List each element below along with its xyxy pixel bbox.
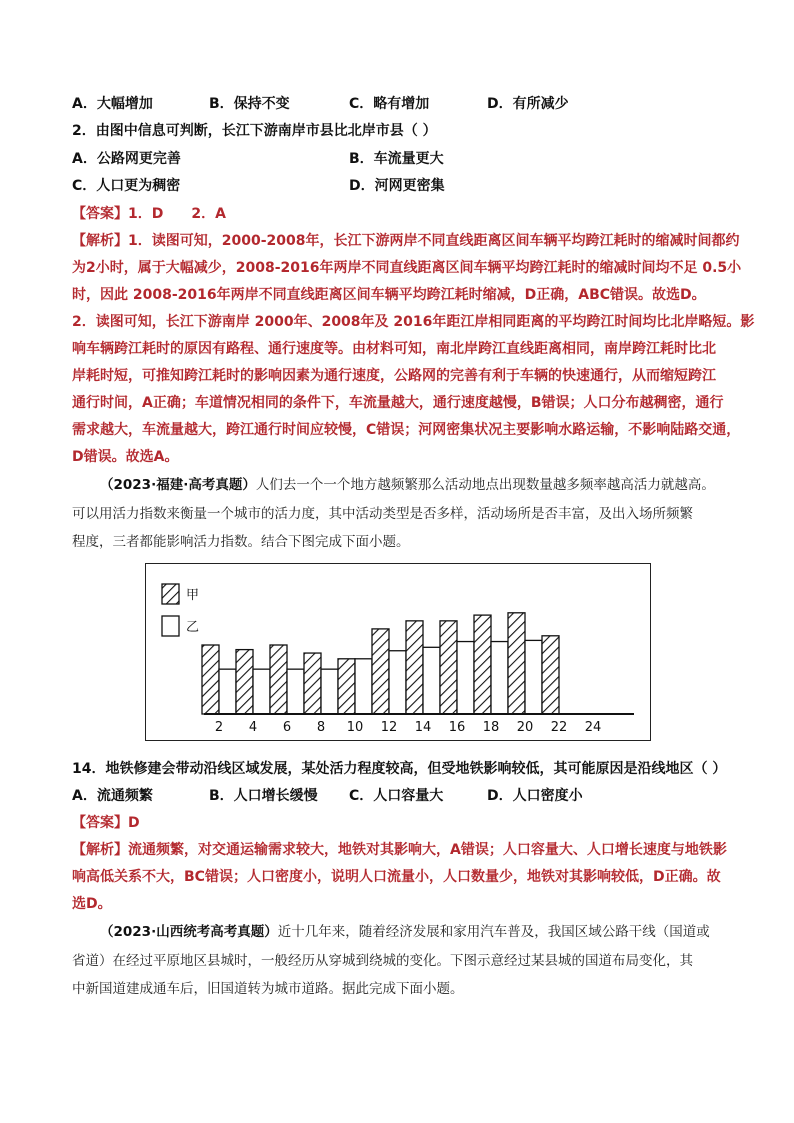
legend-swatch-yi [162, 616, 179, 636]
bar-yi [321, 669, 338, 714]
analysis-text: 流通频繁，对交通运输需求较大，地铁对其影响大，A错误；人口容量大、人口增长速度与地铁影 [128, 842, 727, 858]
option-a: A．大幅增加 [72, 96, 153, 112]
answer-label: 【答案】 [72, 815, 128, 831]
bar-yi [389, 651, 406, 714]
passage-text: 近十几年来，随着经济发展和家用汽车普及，我国区域公路干线（国道或 [277, 924, 710, 940]
option-d: D．有所减少 [487, 96, 569, 112]
legend-swatch-jia [162, 584, 179, 604]
x-tick-label: 2 [214, 720, 224, 735]
bar-jia [270, 645, 287, 714]
bar-jia [372, 629, 389, 714]
bar-yi [525, 640, 542, 714]
x-tick-label: 20 [516, 720, 534, 735]
analysis-1-line-1 [72, 231, 739, 251]
bar-yi [219, 669, 236, 714]
analysis-1-line-4: 2．读图可知，长江下游南岸 2000年、2008年及 2016年距江岸相同距离的平均跨江时间均比北岸略短。影 [72, 314, 755, 330]
bar-yi [253, 669, 270, 714]
answer-block-2 [72, 813, 140, 833]
analysis-1-line-2: 为2小时，属于大幅减少，2008-2016年两岸不同直线距离区间车辆平均跨江耗时的缩减时间均不足 0.5小 [72, 260, 742, 276]
q14-option-b: B．人口增长缓慢 [209, 788, 318, 804]
option-c: C．略有增加 [349, 96, 430, 112]
analysis-1-line-6: 岸耗时短，可推知跨江耗时的影响因素为通行速度，公路网的完善有利于车辆的快速通行，从而缩短跨江 [72, 368, 716, 384]
passage-2-line-3: 中新国道建成通车后，旧国道转为城市道路。据此完成下面小题。 [72, 981, 464, 997]
chart-legend [162, 584, 199, 636]
passage-source: （2023·福建·高考真题） [100, 477, 256, 493]
bar-yi [457, 642, 474, 714]
legend-label: 乙 [186, 620, 200, 635]
bar-jia [474, 615, 491, 714]
passage-2-line-1 [100, 922, 710, 942]
q2-option-a: A．公路网更完善 [72, 151, 181, 167]
answer-block-1 [72, 204, 226, 224]
x-tick-label: 10 [346, 720, 364, 735]
legend-label: 甲 [186, 588, 200, 603]
x-tick-label: 24 [584, 720, 602, 735]
analysis-label: 【解析】 [72, 233, 128, 249]
analysis-text: 1．读图可知，2000-2008年，长江下游两岸不同直线距离区间车辆平均跨江耗时的缩减时间都约 [128, 233, 740, 249]
q14-option-c: C．人口容量大 [349, 788, 444, 804]
analysis-2-line-2: 响高低关系不大，BC错误；人口密度小，说明人口流量小，人口数量少，地铁对其影响较低，D正确。故 [72, 869, 721, 885]
option-b: B．保持不变 [209, 96, 290, 112]
bar-jia [202, 645, 219, 714]
answer-text: 1．D 2．A [128, 206, 226, 222]
analysis-1-line-5: 响车辆跨江耗时的原因有路程、通行速度等。由材料可知，南北岸跨江直线距离相同，南岸跨江耗时比北 [72, 341, 716, 357]
x-tick-label: 12 [380, 720, 398, 735]
x-tick-label: 16 [448, 720, 466, 735]
chart-frame [145, 563, 651, 741]
answer-label: 【答案】 [72, 206, 128, 222]
bar-jia [338, 659, 355, 714]
q2-option-c: C．人口更为稠密 [72, 178, 181, 194]
x-tick-label: 18 [482, 720, 500, 735]
bar-jia [406, 621, 423, 714]
analysis-2-line-3: 选D。 [72, 896, 112, 912]
analysis-1-line-3: 时，因此 2008-2016年两岸不同直线距离区间车辆平均跨江耗时缩减，D正确，ABC错误。故选D。 [72, 287, 706, 303]
passage-source: （2023·山西统考高考真题） [100, 924, 278, 940]
bar-yi [287, 669, 304, 714]
bar-yi [355, 659, 372, 714]
x-tick-label: 14 [414, 720, 432, 735]
bar-chart [146, 564, 649, 739]
q14-option-a: A．流通频繁 [72, 788, 153, 804]
answer-text: D [128, 815, 140, 831]
passage-1-line-3: 程度，三者都能影响活力指数。结合下图完成下面小题。 [72, 534, 410, 550]
x-tick-label: 22 [550, 720, 568, 735]
q14-option-d: D．人口密度小 [487, 788, 583, 804]
analysis-1-line-8: 需求越大，车流量越大，跨江通行时间应较慢，C错误；河网密集状况主要影响水路运输，不影响陆路交通， [72, 422, 741, 438]
x-tick-label: 4 [248, 720, 258, 735]
chart-bars [202, 613, 559, 714]
x-tick-label: 6 [282, 720, 292, 735]
passage-text: 人们去一个一个地方越频繁那么活动地点出现数量越多频率越高活力就越高。 [255, 477, 715, 493]
question-14-stem: 14．地铁修建会带动沿线区域发展，某处活力程度较高，但受地铁影响较低，其可能原因是沿线地区（ ） [72, 761, 727, 777]
analysis-2-line-1 [72, 840, 727, 860]
question-2-stem: 2．由图中信息可判断，长江下游南岸市县比北岸市县（ ） [72, 123, 437, 139]
passage-1-line-2: 可以用活力指数来衡量一个城市的活力度，其中活动类型是否多样，活动场所是否丰富，及出入场所频繁 [72, 506, 693, 522]
analysis-1-line-7: 通行时间，A正确；车道情况相同的条件下，车流量越大，通行速度越慢，B错误；人口分布越稠密，通行 [72, 395, 724, 411]
q2-option-d: D．河网更密集 [349, 178, 445, 194]
q2-option-b: B．车流量更大 [349, 151, 444, 167]
bar-jia [236, 650, 253, 714]
passage-2-line-2: 省道）在经过平原地区县城时，一般经历从穿城到绕城的变化。下图示意经过某县城的国道布局变化，其 [72, 953, 693, 969]
bar-jia [440, 621, 457, 714]
bar-yi [491, 642, 508, 714]
analysis-1-line-9: D错误。故选A。 [72, 449, 179, 465]
bar-jia [508, 613, 525, 714]
analysis-label: 【解析】 [72, 842, 128, 858]
x-tick-labels [215, 720, 601, 735]
passage-1-line-1 [100, 475, 715, 495]
x-tick-label: 8 [316, 720, 326, 735]
bar-yi [423, 647, 440, 714]
bar-jia [542, 636, 559, 714]
bar-jia [304, 653, 321, 714]
